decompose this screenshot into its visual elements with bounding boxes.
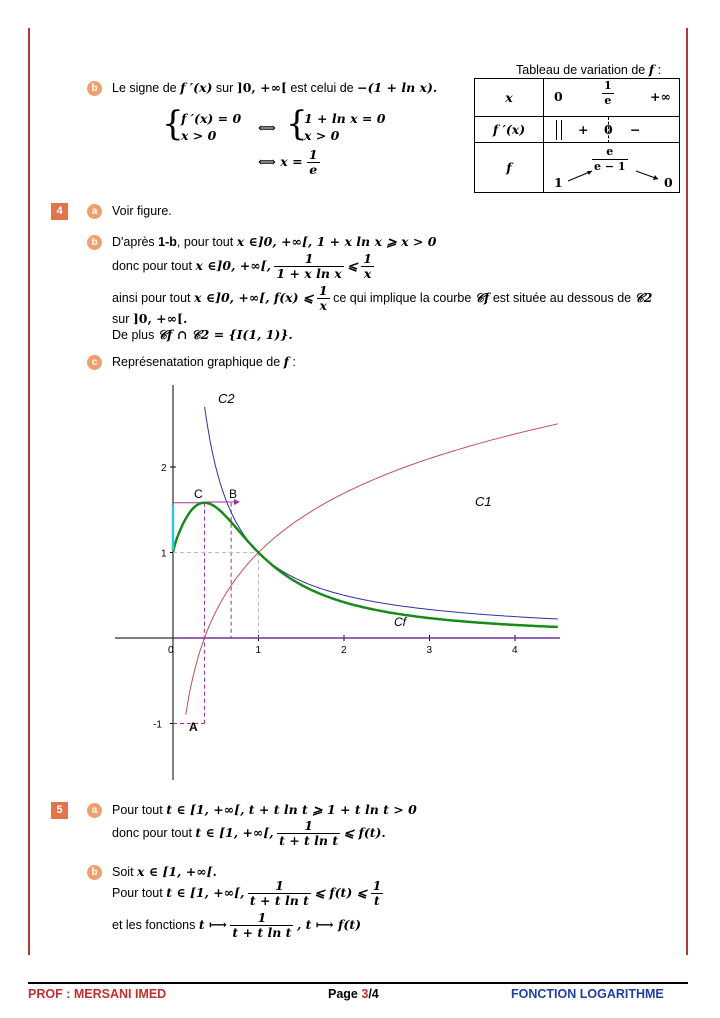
q3b-system2-brace: { bbox=[286, 104, 308, 144]
q3b-statement: Le signe de f ′(x) sur ]0, +∞[ est celui de −(1 + ln x). bbox=[112, 80, 438, 95]
q4b-line2: donc pour tout x ∈]0, +∞[, $\frac{1}{\text{1 + x ln x}}$ ⩽ $\frac{1}{x}$ bbox=[112, 251, 372, 281]
label-C1: C1 bbox=[475, 494, 492, 509]
row-deriv-label: f ′(x) bbox=[475, 117, 544, 143]
row-deriv-values: + 0 − bbox=[544, 117, 680, 143]
graph-guide-lines bbox=[173, 503, 560, 724]
y-tick-label: 1 bbox=[161, 548, 167, 560]
q4b-line3: ainsi pour tout x ∈]0, +∞[, f(x) ⩽ $\frac{1}{x}$ ce qui implique la courbe 𝒞f est située au dessous de 𝒞2 bbox=[112, 283, 653, 313]
question-number-5: 5 bbox=[51, 802, 68, 819]
y-tick-label: 2 bbox=[161, 463, 167, 474]
label-Cf: Cf bbox=[394, 615, 406, 629]
label-point-B: B bbox=[229, 487, 238, 501]
curve-C2 bbox=[205, 407, 558, 619]
label-point-C: C bbox=[194, 487, 203, 501]
graph-axes bbox=[115, 385, 560, 780]
label-C2: C2 bbox=[218, 391, 235, 406]
x-tick-label: 0 bbox=[168, 645, 174, 656]
badge-4a: a bbox=[87, 204, 102, 219]
q4a-text: Voir figure. bbox=[112, 204, 172, 218]
badge-5a: a bbox=[87, 803, 102, 818]
row-x-label: x bbox=[475, 79, 544, 117]
q4b-line5: De plus 𝒞f ∩ 𝒞2 = {I(1, 1)}. bbox=[112, 327, 293, 342]
q3b-equiv1: ⟺ bbox=[258, 120, 276, 135]
q3b-system1-brace: { bbox=[162, 104, 184, 144]
q4b-line1: D'après 1-b, pour tout x ∈]0, +∞[, 1 + x ln x ⩾ x > 0 bbox=[112, 234, 437, 249]
curve-C1 bbox=[186, 424, 558, 715]
q5a-line1: Pour tout t ∈ [1, +∞[, t + t ln t ⩾ 1 + t ln t > 0 bbox=[112, 802, 417, 817]
q5b-line1: Soit x ∈ [1, +∞[. bbox=[112, 864, 217, 879]
badge-3b: b bbox=[87, 81, 102, 96]
q3b-sys2-line2: x > 0 bbox=[304, 128, 340, 143]
q3b-sys1-line2: x > 0 bbox=[181, 128, 217, 143]
q3b-result: ⟺ x = $\frac{1}{e}$ bbox=[258, 147, 318, 177]
x-tick-label: 4 bbox=[512, 645, 518, 656]
q5b-line3: et les fonctions t ⟼ $\frac{1}{\text{t + t ln t}}$ , t ⟼ f(t) bbox=[112, 910, 362, 940]
q5a-line2: donc pour tout t ∈ [1, +∞[, $\frac{1}{\text{t + t ln t}}$ ⩽ f(t). bbox=[112, 818, 386, 848]
badge-5b: b bbox=[87, 865, 102, 880]
badge-4b: b bbox=[87, 235, 102, 250]
q5b-line2: Pour tout t ∈ [1, +∞[, $\frac{1}{\text{t + t ln t}}$ ⩽ f(t) ⩽ $\frac{1}{t}$ bbox=[112, 878, 382, 908]
x-tick-label: 3 bbox=[426, 645, 433, 656]
q4c-text: Représenatation graphique de f : bbox=[112, 354, 297, 369]
badge-4c: c bbox=[87, 355, 102, 370]
footer-rule bbox=[28, 982, 688, 984]
q3b-sys1-line1: f ′(x) = 0 bbox=[181, 111, 242, 126]
x-tick-label: 2 bbox=[341, 645, 347, 656]
label-point-A: A bbox=[189, 720, 198, 734]
x-tick-label: 1 bbox=[255, 645, 262, 656]
footer-chapter: FONCTION LOGARITHME bbox=[511, 987, 664, 1001]
row-f-values: $\frac{e}{e - 1}$ 1 0 bbox=[544, 143, 680, 193]
row-f-label: f bbox=[475, 143, 544, 193]
row-x-values: 0 $\frac{1}{e}$ +∞ bbox=[544, 79, 680, 117]
question-number-4: 4 bbox=[51, 203, 68, 220]
q4b-line4: sur ]0, +∞[. bbox=[112, 311, 188, 326]
q3b-sys2-line1: 1 + ln x = 0 bbox=[304, 111, 386, 126]
footer-page: Page 3/4 bbox=[328, 987, 379, 1001]
variation-table-title: Tableau de variation de f : bbox=[516, 62, 662, 77]
footer-author: PROF : MERSANI IMED bbox=[28, 987, 167, 1001]
y-tick-label: -1 bbox=[153, 719, 162, 731]
